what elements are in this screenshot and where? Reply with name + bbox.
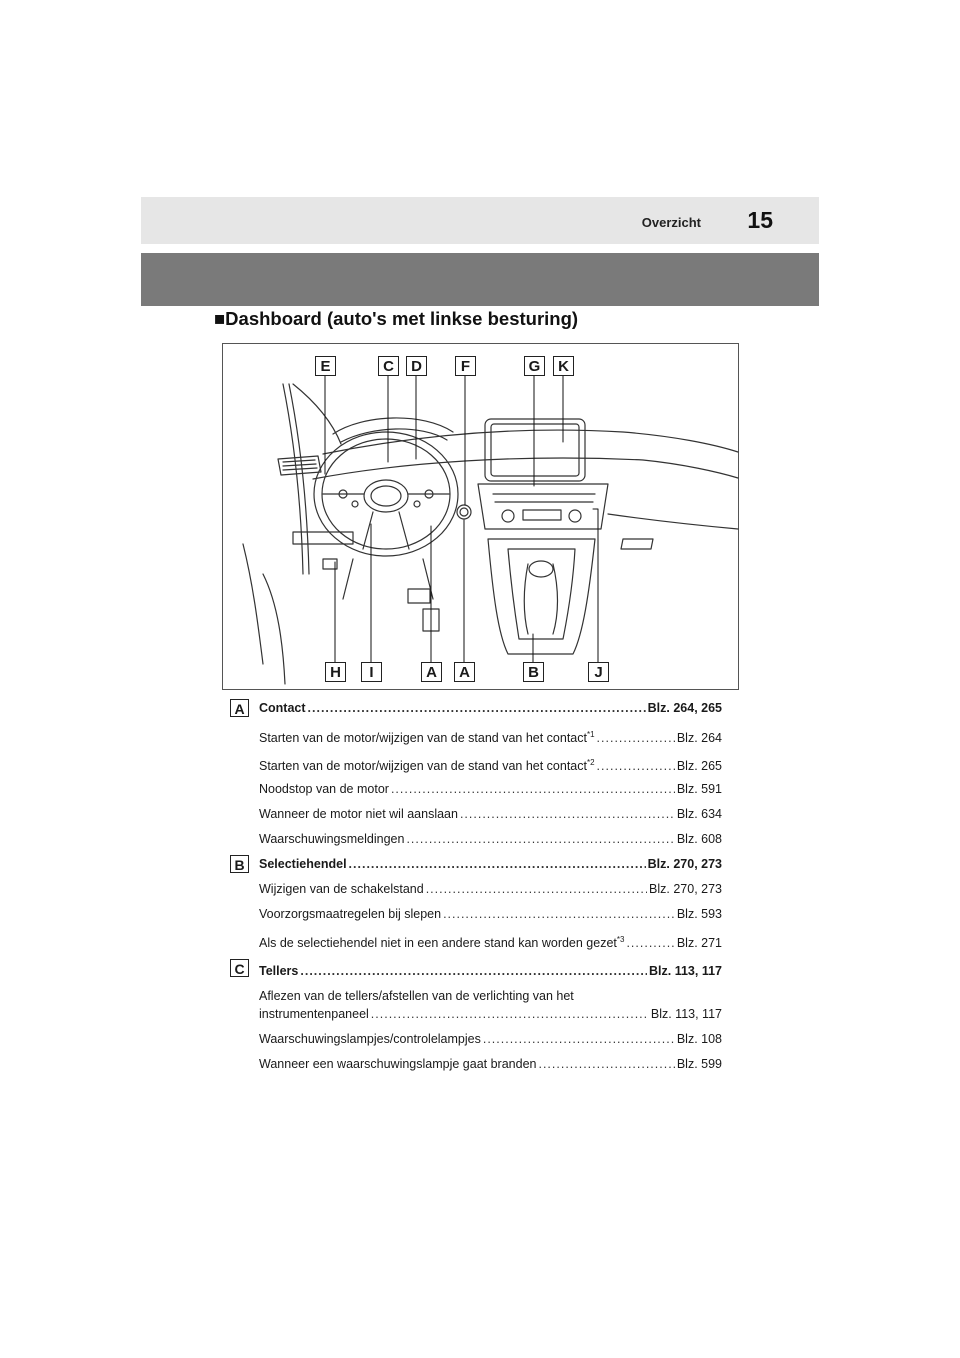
item-text: instrumentenpaneel (259, 1007, 369, 1021)
entry-pages: Blz. 264, 265 (647, 701, 722, 715)
entry-letter-a: A (230, 699, 249, 717)
callout-top-g: G (524, 356, 545, 376)
entry-title: Contact (259, 701, 306, 715)
item-pages: Blz. 593 (676, 907, 722, 921)
callout-bottom-a1: A (421, 662, 442, 682)
item-pages: Blz. 108 (676, 1032, 722, 1046)
entry-item (259, 907, 722, 921)
header-band (141, 197, 819, 244)
callout-top-d: D (406, 356, 427, 376)
entry-item (259, 882, 722, 896)
entry-item (259, 730, 722, 745)
entry-title: Tellers (259, 964, 299, 978)
item-pages: Blz. 264 (676, 731, 722, 746)
entry-item (259, 1057, 722, 1071)
entry-item (259, 1007, 722, 1021)
entry-title-row (259, 701, 722, 715)
item-pages: Blz. 270, 273 (649, 882, 722, 896)
entry-item (259, 758, 722, 773)
item-pages: Blz. 113, 117 (650, 1007, 722, 1021)
entry-item (259, 782, 722, 796)
item-text: Wanneer een waarschuwingslampje gaat branden (259, 1057, 537, 1071)
footnote-mark: *1 (586, 730, 595, 739)
item-pages: Blz. 608 (676, 832, 722, 846)
callout-bottom-b: B (523, 662, 544, 682)
callout-top-f: F (455, 356, 476, 376)
item-text: Waarschuwingsmeldingen (259, 832, 405, 846)
callout-top-k: K (553, 356, 574, 376)
entry-title-row (259, 964, 722, 978)
section-name: Overzicht (641, 215, 701, 230)
item-text: Wanneer de motor niet wil aanslaan (259, 807, 458, 821)
callout-bottom-j: J (588, 662, 609, 682)
item-text: Starten van de motor/wijzigen van de stand van het contact (259, 759, 587, 774)
item-text-line1: Aflezen van de tellers/afstellen van de verlichting van het (259, 989, 574, 1003)
entry-letter-c: C (230, 959, 249, 977)
item-pages: Blz. 265 (676, 759, 722, 774)
item-text: Wijzigen van de schakelstand (259, 882, 424, 896)
dashboard-drawing (223, 344, 740, 691)
dashboard-illustration (222, 343, 739, 690)
entry-item (259, 935, 722, 950)
footnote-mark: *3 (616, 935, 625, 944)
item-text: Als de selectiehendel niet in een andere stand kan worden gezet (259, 936, 617, 951)
item-pages: Blz. 599 (676, 1057, 722, 1071)
item-text: Noodstop van de motor (259, 782, 389, 796)
callout-top-e: E (315, 356, 336, 376)
item-pages: Blz. 591 (676, 782, 722, 796)
callout-top-c: C (378, 356, 399, 376)
entry-pages: Blz. 270, 273 (647, 857, 722, 871)
entry-title-row (259, 857, 722, 871)
item-pages: Blz. 271 (676, 936, 722, 951)
entry-pages: Blz. 113, 117 (649, 964, 722, 978)
entry-item (259, 807, 722, 821)
callout-bottom-i: I (361, 662, 382, 682)
item-text: Starten van de motor/wijzigen van de stand van het contact (259, 731, 587, 746)
page-number: 15 (747, 207, 773, 233)
section-title: ■Dashboard (auto's met linkse besturing) (214, 308, 579, 329)
entry-title: Selectiehendel (259, 857, 347, 871)
item-text: Voorzorgsmaatregelen bij slepen (259, 907, 442, 921)
item-pages: Blz. 634 (676, 807, 722, 821)
entry-item (259, 1032, 722, 1046)
entry-item (259, 832, 722, 846)
entry-letter-b: B (230, 855, 249, 873)
footnote-mark: *2 (586, 758, 595, 767)
callout-bottom-h: H (325, 662, 346, 682)
item-text: Waarschuwingslampjes/controlelampjes (259, 1032, 481, 1046)
chapter-band (141, 253, 819, 306)
callout-bottom-a2: A (454, 662, 475, 682)
